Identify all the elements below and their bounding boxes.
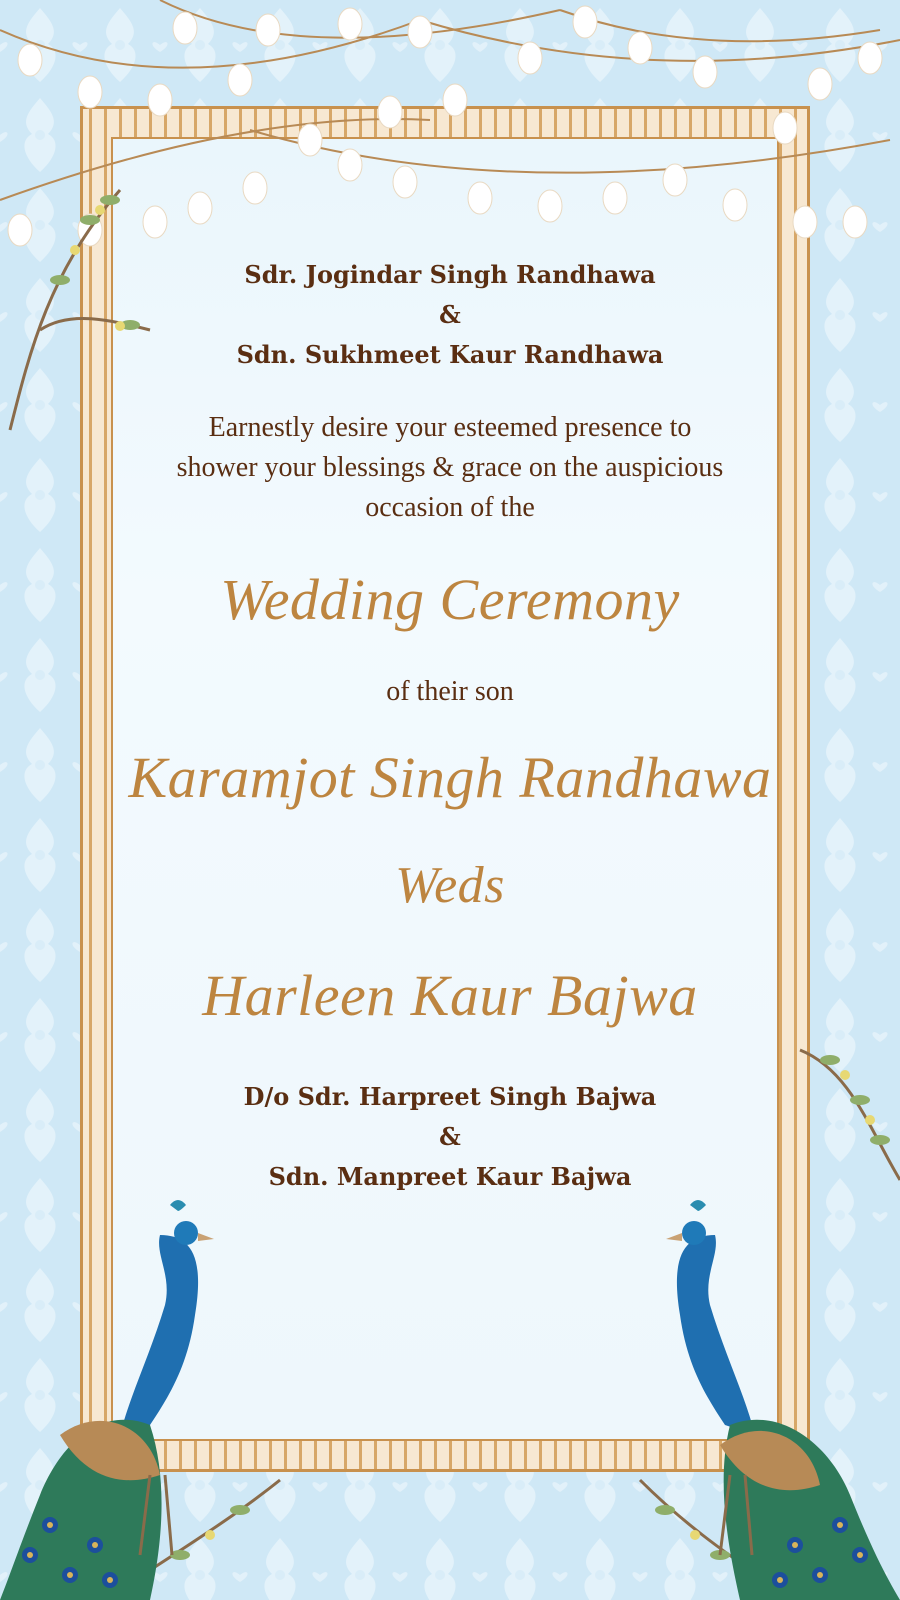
event-title: Wedding Ceremony (220, 567, 680, 632)
invitation-line-1: Earnestly desire your esteemed presence to (208, 412, 692, 443)
peacock-left-icon (0, 1195, 230, 1600)
peacock-right-icon (660, 1195, 900, 1600)
relation-text: of their son (386, 676, 514, 707)
invitation-line-2: shower your blessings & grace on the auspicious (176, 452, 724, 483)
host-ampersand: & (439, 300, 461, 329)
bride-ampersand: & (439, 1122, 461, 1151)
bride-mother: Sdn. Manpreet Kaur Bajwa (268, 1162, 632, 1191)
bride-name: Harleen Kaur Bajwa (202, 963, 698, 1028)
weds-text: Weds (395, 857, 505, 914)
floral-branch-left-icon (0, 130, 160, 450)
host-mother: Sdn. Sukhmeet Kaur Randhawa (236, 340, 664, 369)
bride-father: D/o Sdr. Harpreet Singh Bajwa (243, 1082, 657, 1111)
host-father: Sdr. Jogindar Singh Randhawa (244, 260, 656, 289)
groom-name: Karamjot Singh Randhawa (128, 745, 772, 810)
invitation-line-3: occasion of the (365, 492, 535, 523)
